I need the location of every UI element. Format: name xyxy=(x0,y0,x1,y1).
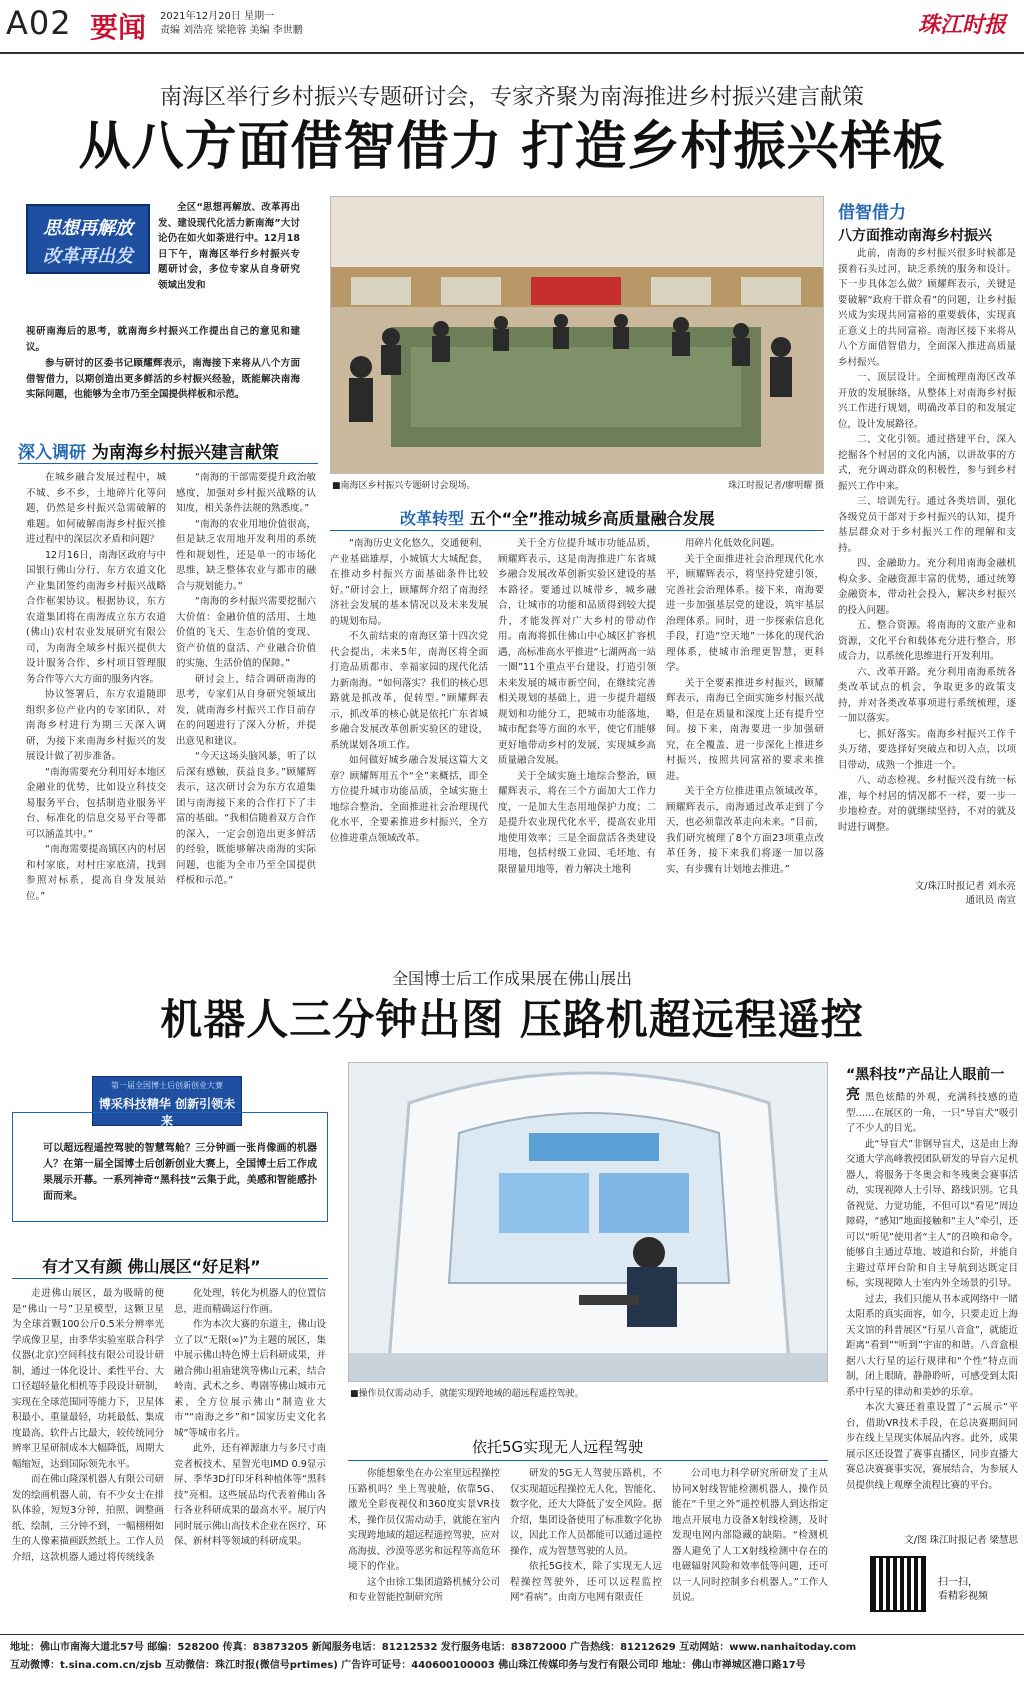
sidebar1-body xyxy=(838,246,1016,878)
sidebar2-body xyxy=(846,1090,1018,1530)
banner-main: 博采科技精华 创新引领未来 xyxy=(98,1097,236,1128)
body-paragraph: “南海需要提高镇区内的村居和村家底，对村庄家底清，找到参照对标系，提高自身发展站位。” xyxy=(26,844,166,902)
sidebar1-byline xyxy=(838,880,1016,908)
body-paragraph: “南海的乡村振兴需要挖掘六大价值：金融价值的活用、土地价值的飞天、生态价值的变现、资产价值的盘活、产业融合价值的实施、生活价值的保障。” xyxy=(176,596,316,669)
qr-code[interactable] xyxy=(870,1556,926,1612)
body-paragraph: 不久前结束的南海区第十四次党代会提出，未来5年，南海区将全面打造品质都市、幸福家园的现代化活力新南海。“如何落实？我们的核心思路就是抓改革，促转型。”顾耀辉表示，抓改革的核心就是依托广东省城乡融合发展改革创新实验区的建设，系统谋划各项工作。 xyxy=(330,631,488,751)
page-number: A02 xyxy=(6,4,72,42)
story1-col-c xyxy=(330,536,488,910)
story1-lead-p2 xyxy=(26,356,300,416)
lead-paragraph: 全区“思想再解放、改革再出发、建设现代化活力新南海”大讨论仍在如火如荼进行中。12月18日下午，南海区举行乡村振兴专题研讨会，多位专家从自身研究领域出发和 xyxy=(158,202,300,291)
body-paragraph: 你能想象坐在办公室里远程操控压路机吗？坐上驾驶舱，依靠5G、激光全彩夜视仪和360度实景VR技术，操作员仅需动动手，就能在室内实现跨地域的超远程遥控驾驶，应对高海拔、沙漠等恶劣和远程等高危环境下的作业。 xyxy=(348,1468,500,1572)
date-line xyxy=(160,10,303,38)
meeting-illustration xyxy=(331,197,824,474)
sidebar1-subtitle: 八方面推动南海乡村振兴 xyxy=(838,228,992,244)
body-paragraph: 四、金融助力。充分利用南海金融机构众多、金融资源丰富的优势，通过统筹金融资本，带动社会投入，解决乡村振兴的投入问题。 xyxy=(838,558,1016,616)
story2-col-a xyxy=(12,1286,164,1622)
body-paragraph: 本次大赛还着重设置了“云展示”平台，借助VR技术手段，在总决赛期间同步在线上呈现实体展品内容。此外，成果展示区还设置了赛事直播区，同步直播大赛总决赛赛事实况，赛展结合，为参展人员提供线上观摩全流程比赛的平台。 xyxy=(846,1402,1018,1491)
body-paragraph: 在城乡融合发展过程中，城不城、乡不乡，土地碎片化等问题，仍然是乡村振兴急需破解的难题。如何破解南海乡村振兴推进过程中的深层次矛盾和问题？ xyxy=(26,472,166,545)
editors-text: 责编 刘浩亮 梁艳蓉 美编 李世鹏 xyxy=(160,25,303,36)
story1-lead xyxy=(158,200,300,324)
body-paragraph: 此“导盲犬”非钢导盲犬，这是由上海交通大学高峰教授团队研发的导盲六足机器人，将服务于冬奥会和冬残奥会赛事活动，实现视障人士引导、路线识别。它具备视觉、力觉功能，不但可以“看见”周边障碍，“感知”地面接触和“主人”牵引，还可以“听见”使用者“主人”的召唤和命令。能够自主通过草地、坡道和台阶，并能自主避过草坪台阶和自主导航到达既定目标，实现视障人士室内外全场景的引导。 xyxy=(846,1138,1018,1289)
subhead2-label: 改革转型 xyxy=(400,509,465,528)
body-paragraph: 七、抓好落实。南海乡村振兴工作千头万绪，要选择好突破点和切入点，以项目带动，成熟一个推进一个。 xyxy=(838,728,1016,771)
header-rule xyxy=(0,52,1024,54)
story1-col-b xyxy=(176,470,316,910)
story1-kicker: 南海区举行乡村振兴专题研讨会，专家齐聚为南海推进乡村振兴建言献策 xyxy=(159,85,864,110)
story2-lead-box xyxy=(12,1112,328,1222)
banner-top: 第一届全国博士后创新创业大赛 xyxy=(111,1081,223,1090)
body-paragraph: 化处理，转化为机器人的位置信息，进而精确运行作画。 xyxy=(174,1288,326,1315)
story2-col-b xyxy=(174,1286,326,1622)
lead-continued: 视研南海后的思考，就南海乡村振兴工作提出自己的意见和建议。 xyxy=(26,326,300,353)
sidebar2-title: “黑科技”产品让人眼前一亮 xyxy=(846,1067,1005,1103)
cockpit-caption: ■操作员仅需动动手，就能实现跨地域的超远程遥控驾驶。 xyxy=(350,1389,584,1399)
body-paragraph: 这个由徐工集团道路机械分公司和专业智能控制研究所 xyxy=(348,1576,500,1603)
story2-lead xyxy=(13,1113,327,1211)
subhead-label: 深入调研 xyxy=(18,443,86,463)
subhead-reform xyxy=(400,506,820,529)
footer-line1: 地址：佛山市南海大道北57号 邮编：528200 传真：83873205 新闻服务电话：81212532 发行服务电话：83872000 广告热线：81212629 互动网站：www.nanhaitoday.com xyxy=(10,1642,857,1653)
body-paragraph: “南海需要充分利用好本地区金融业的优势，比如设立科技交易服务平台，包括制造业服务平台、标准化的信息交易平台等都可以涵盖其中。” xyxy=(26,766,166,840)
body-paragraph: “南海的干部需要提升政治敏感度，加强对乡村振兴战略的认知度，相关条件法规的熟悉度。” xyxy=(176,472,316,514)
masthead-logo: 珠江时报 xyxy=(917,12,1006,38)
qr-caption-2: 看精彩视频 xyxy=(938,1591,988,1602)
story2-col-e xyxy=(672,1466,828,1622)
story1-lead-cont xyxy=(26,324,300,356)
body-paragraph: 协议签署后，东方农道随即组织多位产业内的专家团队，对南海乡村进行为期三天深入调研，为接下来南海乡村振兴的发展设计做了初步准备。 xyxy=(26,689,166,762)
body-paragraph: 12月16日，南海区政府与中国银行佛山分行、东方农道文化产业集团签约南海乡村振兴战略合作框架协议。根据协议，东方农道集团将在南海成立东方农道(佛山)农村农业发展研究有限公司，为南海全域乡村振兴提供大设计服务合作、乡村项目管理服务合作等六大方面的服务内容。 xyxy=(26,549,166,685)
footer-line2: 互动微博：t.sina.com.cn/zjsb 互动微信：珠江时报(微信号prtimes) 广告许可证号：440600100003 佛山珠江传媒印务与发行有限公司印 地址：佛山市禅城区港口路17号 xyxy=(10,1660,806,1671)
qr-caption xyxy=(938,1576,988,1604)
body-paragraph: 过去，我们只能从书本或网络中一睹太阳系的真实面容，如今，只要走近上海天文馆的科普展区“行星八音盒”，就能近距离“看到”“听到”宇宙的和谐。八音盒根据八大行星的运行规律和“个性”特点而制，闭上眼睛，静静聆听，可感受到太阳系中行星的律动和美妙的乐章。 xyxy=(846,1293,1018,1398)
date-text: 2021年12月20日 星期一 xyxy=(160,11,275,22)
badge-line2: 改革再出发 xyxy=(43,246,133,267)
story2-subhead1-rule xyxy=(12,1278,328,1279)
body-paragraph: 走进佛山展区，最为吸睛的便是“佛山一号”卫星模型，这颗卫星为全球首颗100公斤0.5米分辨率光学成像卫星，由季华实验室联合科学仪器(北京)空间科技有限公司设计研制，通过一体化设计、柔性平台、大口径超轻量化相机等手段设计研制，实现在全球范围同等能力下，卫星体积最小、重量最轻，功耗最低、集成度最高、软件占比最大，较传统同分辨率卫星研制成本大幅降低，周期大幅缩短，达到国际领先水平。 xyxy=(12,1288,164,1470)
badge-box xyxy=(26,204,150,274)
cockpit-photo xyxy=(348,1062,828,1382)
story1-col-a xyxy=(26,470,166,910)
photo-credit: 珠江时报记者/廖明耀 摄 xyxy=(728,481,824,491)
subhead-research xyxy=(18,438,318,463)
story2-col-c xyxy=(348,1466,500,1622)
body-paragraph: 八、动态检视。乡村振兴没有统一标准，每个村居的情况都不一样，要一步一步地检查。对的就继续坚持，不对的就及时进行调整。 xyxy=(838,775,1016,833)
body-paragraph: 关于全域实施土地综合整治，顾耀辉表示，将在三个方面加大工作力度，一是加大生态用地保护力度；二是提升农业现代化水平，提高农业用地使用效率；三是全面盘活各类建设用地，包括村级工业园、毛坯地、有限留量用地等，着力解决土地利 xyxy=(498,770,656,875)
body-paragraph: 六、改革开路。充分利用南海系统各类改革试点的机会，争取更多的政策支持，并对各类改革事项进行系统梳理，逐一加以落实。 xyxy=(838,666,1016,724)
body-paragraph: 关于全方位提升城市功能品质，顾耀辉表示，这是南海推进广东省城乡融合发展改革创新实验区建设的基本路径。要通过以城带乡，城乡融合，让城市的功能和品质得到较大提升，才能发挥对广大乡村的带动作用。南海将抓住佛山中心城区扩容机遇，高标准高水平推进“七湖两高一站一圈”11个重点平台建设，打造引领未来发展的城市新空间，在继续完善相关规划的基础上，进一步提升超级规划和功能分工，把城市功能落地，城市配套等方面的水平，使它们能够更好地带动乡村的发展，实现城乡高质量融合发展。 xyxy=(498,538,656,766)
body-paragraph: 五、整合资源。将南海的文旅产业和资源，文化平台和载体充分进行整合，形成合力，以系统化思维进行开发利用。 xyxy=(838,620,1016,662)
story2-subhead2: 依托5G实现无人远程驾驶 xyxy=(472,1438,644,1456)
story2-lead-text: 可以超远程遥控驾驶的智慧驾舱？三分钟画一张肖像画的机器人？在第一届全国博士后创新创业大赛上，全国博士后工作成果展示开幕。一系列神奇“黑科技”云集于此，美感和智能感扑面而来。 xyxy=(43,1143,317,1202)
sidebar1 xyxy=(838,198,1016,245)
page-header xyxy=(0,0,1024,52)
body-paragraph: “今天这场头脑风暴，听了以后深有感触，获益良多。”顾耀辉表示，这次研讨会为东方农道集团与南海接下来的合作打下了丰富的基础。“我相信随着双方合作的深入，一定会创造出更多鲜活的经验，既能够解决南海的实际问题，也能为全市乃至全国提供样板和示范。” xyxy=(176,751,316,886)
story1-headline: 从八方面借智借力 打造乡村振兴样板 xyxy=(78,117,946,177)
body-paragraph: 二、文化引领。通过搭建平台，深入挖掘各个村居的文化内涵，以讲故事的方式，充分调动群众的积极性，参与到乡村振兴工作中来。 xyxy=(838,434,1016,492)
sidebar1-title: 借智借力 xyxy=(838,203,906,223)
meeting-photo xyxy=(330,196,824,474)
story2-kicker: 全国博士后工作成果展在佛山展出 xyxy=(391,969,632,988)
qr-caption-1: 扫一扫， xyxy=(938,1577,978,1588)
story2-col-d xyxy=(510,1466,662,1622)
body-paragraph: 依托5G技术，除了实现无人远程操控驾驶外，还可以远程监控网“看病”。由南方电网有限责任 xyxy=(510,1561,662,1603)
cockpit-illustration xyxy=(349,1063,828,1382)
subhead-rule xyxy=(18,463,318,464)
subhead2-text: 五个“全”推动城乡高质量融合发展 xyxy=(469,509,715,528)
badge-line1: 思想再解放 xyxy=(43,218,133,239)
story1-col-d xyxy=(498,536,656,910)
story2-headline: 机器人三分钟出图 压路机超远程遥控 xyxy=(160,995,864,1044)
body-paragraph: 关于全方位推进重点领域改革，顾耀辉表示，南海通过改革走到了今天，也必须靠改革走向未来。“目前，我们研究梳理了8个方面23项重点改革任务，接下来我们将逐一加以落实，有步骤有计划地去推进。” xyxy=(666,786,824,875)
body-paragraph: 研讨会上，结合调研南海的思考，专家们从自身研究领域出发，就南海乡村振兴工作目前存在的问题进行了深入分析，并提出意见和建议。 xyxy=(176,673,316,747)
section-title: 要闻 xyxy=(90,11,147,44)
subhead2-rule xyxy=(330,530,824,531)
body-paragraph: 研发的5G无人驾驶压路机，不仅实现超远程操控无人化，智能化、数字化，还大大降低了安全风险。据介绍，集团设备使用了标准数字化协议，因此工作人员都能可以通过遥控操作，成为智慧驾驶的人员。 xyxy=(510,1468,662,1557)
body-paragraph: 一、顶层设计。全面梳理南海区改革开放的发展脉络，从整体上对南海乡村振兴工作进行规划，明确改革目的和发展定位，设计发展路径。 xyxy=(838,372,1016,430)
body-paragraph: 此外，还有禅源康力与多尺寸南竞者板技术、星智光电IMD 0.9显示屏、季华3D打印牙科种植体等“黑科技”亮相。这些展品均代表着佛山各行各业科研成果的最高水平。展厅内同时展示佛山高技术企业在医疗、环保、新材料等领域的科研成果。 xyxy=(174,1443,326,1547)
sidebar2-byline: 文/图 珠江时报记者 梁慧思 xyxy=(904,1535,1018,1546)
body-paragraph: 如何做好城乡融合发展这篇大文章？顾耀辉用五个“全”来概括，即全方位提升城市功能品质，全域实施土地综合整治，全面推进社会治理现代化水平，全要素推进乡村振兴，全方位推进重点领域改革。 xyxy=(330,755,488,844)
photo-caption: ■南海区乡村振兴专题研讨会现场。 xyxy=(332,481,476,491)
byline-1: 文/珠江时报记者 刘永亮 xyxy=(914,881,1016,892)
body-paragraph: 此前，南海的乡村振兴很多时候都是摸着石头过河，缺乏系统的服务和设计。下一步具体怎么做？顾耀辉表示，关键是要破解“政府干群众看”的问题，让乡村振兴成为实现共同富裕的重要载体，实现真正意义上的共同富裕。南海区接下来将从八个方面借智借力，全面深入推进高质量乡村振兴。 xyxy=(838,248,1016,368)
story2-subhead1: 有才又有颜 佛山展区“好足料” xyxy=(42,1257,261,1276)
body-paragraph: 关于全要素推进乡村振兴，顾耀辉表示，南海已全面实施乡村振兴战略，但是在质量和深度上还有提升空间。接下来，南海要进一步加强研究，在全覆盖、进一步深化上推进乡村振兴，按照共同富裕的要求来推进。 xyxy=(666,677,824,782)
body-paragraph: 三、培训先行。通过各类培训，强化各级党员干部对于乡村振兴的认知，提升基层群众对于乡村振兴工作的理解和支持。 xyxy=(838,496,1016,554)
body-paragraph: “南海的农业用地价值很高，但是缺乏农用地开发利用的系统性和规划性，还是单一的市场化思维，缺乏整体农业与都市的融合与规划能力。” xyxy=(176,518,316,592)
byline-2: 通讯员 南宣 xyxy=(965,895,1016,906)
story1-col-e xyxy=(666,536,824,910)
body-paragraph: 黑色炫酷的外观，充满科技感的造型……在展区的一角，一只“导盲犬”吸引了不少人的目光。 xyxy=(846,1092,1018,1134)
lead-paragraph-2: 参与研讨的区委书记顾耀辉表示，南海接下来将从八个方面借智借力，以期创造出更多鲜活的乡村振兴经验，既能解决南海实际问题，也能够为全市乃至全国提供样板和示范。 xyxy=(26,358,300,400)
body-paragraph: “南海历史文化悠久，交通便利，产业基础雄厚，小城镇大大城配套，在推动乡村振兴方面基础条件比较好。”研讨会上，顾耀辉介绍了南海经济社会发展的基本情况以及未来发展的规划布局。 xyxy=(330,538,488,627)
subhead-text: 为南海乡村振兴建言献策 xyxy=(91,443,279,463)
story2-subhead2-rule xyxy=(348,1460,828,1461)
body-paragraph: 关于全面推进社会治理现代化水平，顾耀辉表示，将坚持党建引领，完善社会治理体系。接下来，南海要进一步加强基层党的建设，筑牢基层治理体系。同时，进一步探索信息化手段，打造“空天地”一体化的现代治理体系，使城市治理更智慧，更科学。 xyxy=(666,553,824,673)
body-paragraph: 公司电力科学研究所研发了主从协同X射线智能检测机器人，操作员能在“千里之外”遥控机器人到达指定地点开展电力设备X射线检测，及时发现电网内部隐藏的缺陷。“检测机器人避免了人工X射线检测中存在的电磁辐射风险和效率低等问题，还可以一人同时控制多台机器人。”工作人员说。 xyxy=(672,1468,828,1603)
body-paragraph: 用碎片化低效化问题。 xyxy=(685,538,781,549)
footer-rule xyxy=(0,1634,1024,1635)
body-paragraph: 作为本次大赛的东道主，佛山设立了以“无限(∞)”为主题的展区，集中展示佛山特色博士后科研成果，并融合佛山祖庙建筑等佛山元素，结合岭南、武术之乡、粤剧等佛山城市元素，全方位展示佛山“制造业大市”“南海之乡”和“国家历史文化名城”等城市名片。 xyxy=(174,1319,326,1439)
body-paragraph: 而在佛山隆深机器人有限公司研发的绘画机器人前，有不少女士在排队体验，短短3分钟，拍照、调整画纸、绘制，三分钟不到，一幅栩栩如生的人像素描画跃然纸上。工作人员介绍，这款机器人通过将传统线条 xyxy=(12,1474,164,1563)
